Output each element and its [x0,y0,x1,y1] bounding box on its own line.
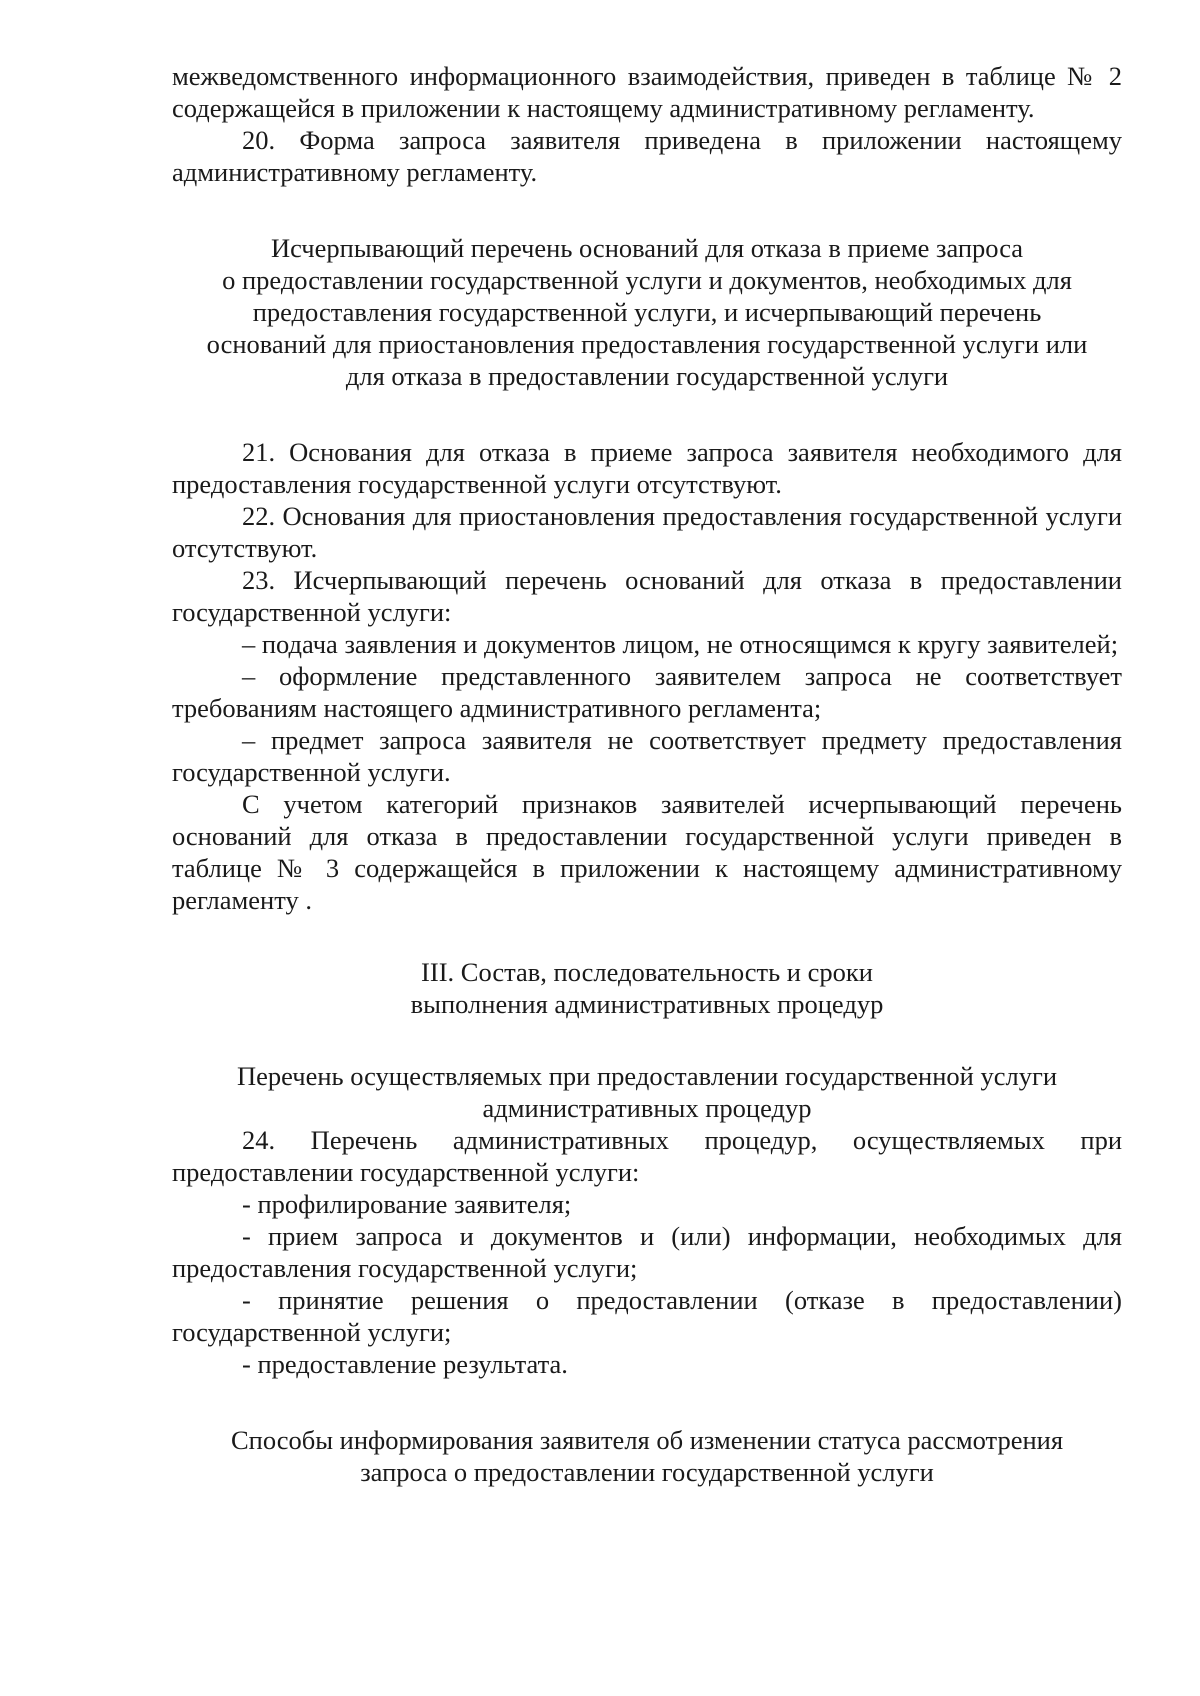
paragraph-item-23-note: С учетом категорий признаков заявителей исчерпывающий перечень оснований для отказа в предоставлении государственной услуги приведен в таблице № 3 содержащейся в приложении к настоящему административному регламенту . [172,789,1122,915]
heading-refusal-grounds [172,232,1122,392]
list-item-refusal-ground: – предмет запроса заявителя не соответствует предмету предоставления государственной услуги. [172,725,1122,787]
paragraph-item-20: 20. Форма запроса заявителя приведена в приложении настоящему административному регламенту. [172,125,1122,187]
list-item-procedure: - профилирование заявителя; [242,1189,572,1219]
heading-line: запроса о предоставлении государственной услуги [360,1457,934,1487]
document-page [172,60,1122,1488]
heading-line: предоставления государственной услуги, и исчерпывающий перечень [252,297,1042,327]
intro-continuation: межведомственного информационного взаимодействия, приведен в таблице № 2 содержащейся в приложении к настоящему административному регламенту. [172,61,1122,123]
paragraph-item-23: 23. Исчерпывающий перечень оснований для отказа в предоставлении государственной услуги: [172,565,1122,627]
heading-line: III. Состав, последовательность и сроки [421,957,873,987]
heading-line: Перечень осуществляемых при предоставлении государственной услуги [236,1061,1057,1091]
paragraph-item-24: 24. Перечень административных процедур, осуществляемых при предоставлении государственной услуги: [172,1125,1122,1187]
heading-line: Способы информирования заявителя об изменении статуса рассмотрения [230,1425,1064,1455]
procedures-heading [172,1060,1122,1124]
paragraph-item-22: 22. Основания для приостановления предоставления государственной услуги отсутствуют. [172,501,1122,563]
heading-line: о предоставлении государственной услуги и документов, необходимых для [222,265,1072,295]
list-item-refusal-ground: – оформление представленного заявителем запроса не соответствует требованиям настоящего административного регламента; [172,661,1122,723]
list-item-refusal-ground: – подача заявления и документов лицом, не относящимся к кругу заявителей; [242,629,1119,659]
heading-line: для отказа в предоставлении государственной услуги [345,361,949,391]
section-3-heading [172,956,1122,1020]
heading-line: выполнения административных процедур [410,989,884,1019]
status-heading [172,1424,1122,1488]
heading-line: административных процедур [482,1093,812,1123]
list-item-procedure: - прием запроса и документов и (или) информации, необходимых для предоставления государственной услуги; [172,1221,1122,1283]
heading-line: Исчерпывающий перечень оснований для отказа в приеме запроса [270,233,1024,263]
heading-line: оснований для приостановления предоставления государственной услуги или [206,329,1088,359]
paragraph-item-21: 21. Основания для отказа в приеме запроса заявителя необходимого для предоставления государственной услуги отсутствуют. [172,437,1122,499]
list-item-procedure: - предоставление результата. [242,1349,568,1379]
list-item-procedure: - принятие решения о предоставлении (отказе в предоставлении) государственной услуги; [172,1285,1122,1347]
